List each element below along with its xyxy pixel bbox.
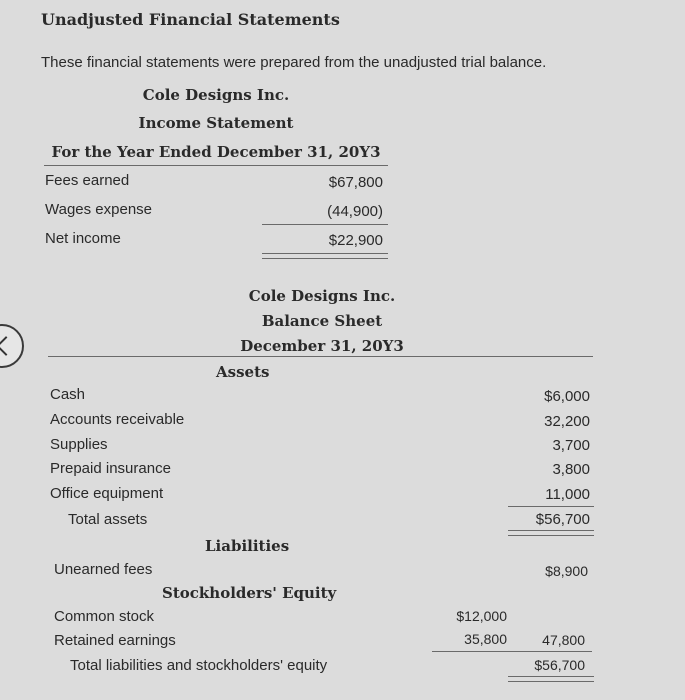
cash-label: Cash: [50, 386, 86, 403]
equity-heading: Stockholders' Equity: [162, 584, 337, 602]
wages-expense-amount: (44,900): [327, 203, 383, 220]
fees-earned-amount: $67,800: [328, 174, 383, 191]
balance-header-rule: [48, 356, 593, 357]
net-income-double-rule: [262, 253, 388, 259]
balance-company-name: Cole Designs Inc.: [248, 287, 396, 305]
prepaid-insurance-amount: 3,800: [552, 461, 590, 478]
net-income-amount: $22,900: [328, 232, 383, 249]
prepaid-insurance-label: Prepaid insurance: [50, 460, 171, 477]
income-company-name: Cole Designs Inc.: [142, 86, 290, 104]
cash-amount: $6,000: [544, 388, 590, 405]
unearned-fees-amount: $8,900: [545, 563, 588, 579]
page-title: Unadjusted Financial Statements: [41, 10, 340, 29]
equity-total-amount: 47,800: [542, 632, 585, 648]
office-equipment-amount: 11,000: [545, 486, 590, 503]
balance-sheet-title: Balance Sheet: [261, 312, 383, 330]
fees-earned-label: Fees earned: [45, 172, 130, 189]
total-liab-equity-double-rule: [508, 676, 594, 682]
balance-date: December 31, 20Y3: [240, 337, 404, 355]
retained-earnings-label: Retained earnings: [54, 632, 176, 649]
supplies-amount: 3,700: [552, 437, 590, 454]
wages-expense-label: Wages expense: [45, 201, 153, 218]
retained-earnings-amount: 35,800: [464, 631, 507, 647]
income-period: For the Year Ended December 31, 20Y3: [51, 143, 381, 161]
net-income-label: Net income: [45, 230, 121, 247]
income-subtotal-rule: [262, 224, 388, 225]
income-statement-title: Income Statement: [138, 114, 294, 132]
equity-subtotal-rule: [432, 651, 592, 652]
office-equipment-label: Office equipment: [50, 485, 164, 502]
assets-subtotal-rule: [508, 506, 594, 507]
assets-heading: Assets: [216, 363, 270, 381]
total-assets-amount: $56,700: [535, 511, 590, 528]
total-liab-equity-label: Total liabilities and stockholders' equity: [70, 657, 328, 674]
liabilities-heading: Liabilities: [205, 537, 290, 555]
total-liab-equity-amount: $56,700: [534, 657, 585, 673]
total-assets-double-rule: [508, 530, 594, 536]
unearned-fees-label: Unearned fees: [54, 561, 153, 578]
total-assets-label: Total assets: [68, 511, 148, 528]
income-header-rule: [44, 165, 388, 166]
supplies-label: Supplies: [50, 436, 108, 453]
back-button[interactable]: [0, 324, 24, 368]
accounts-receivable-amount: 32,200: [544, 413, 590, 430]
accounts-receivable-label: Accounts receivable: [50, 411, 185, 428]
common-stock-label: Common stock: [54, 608, 155, 625]
common-stock-amount: $12,000: [456, 608, 507, 624]
intro-text: These financial statements were prepared from the unadjusted trial balance.: [41, 54, 547, 71]
